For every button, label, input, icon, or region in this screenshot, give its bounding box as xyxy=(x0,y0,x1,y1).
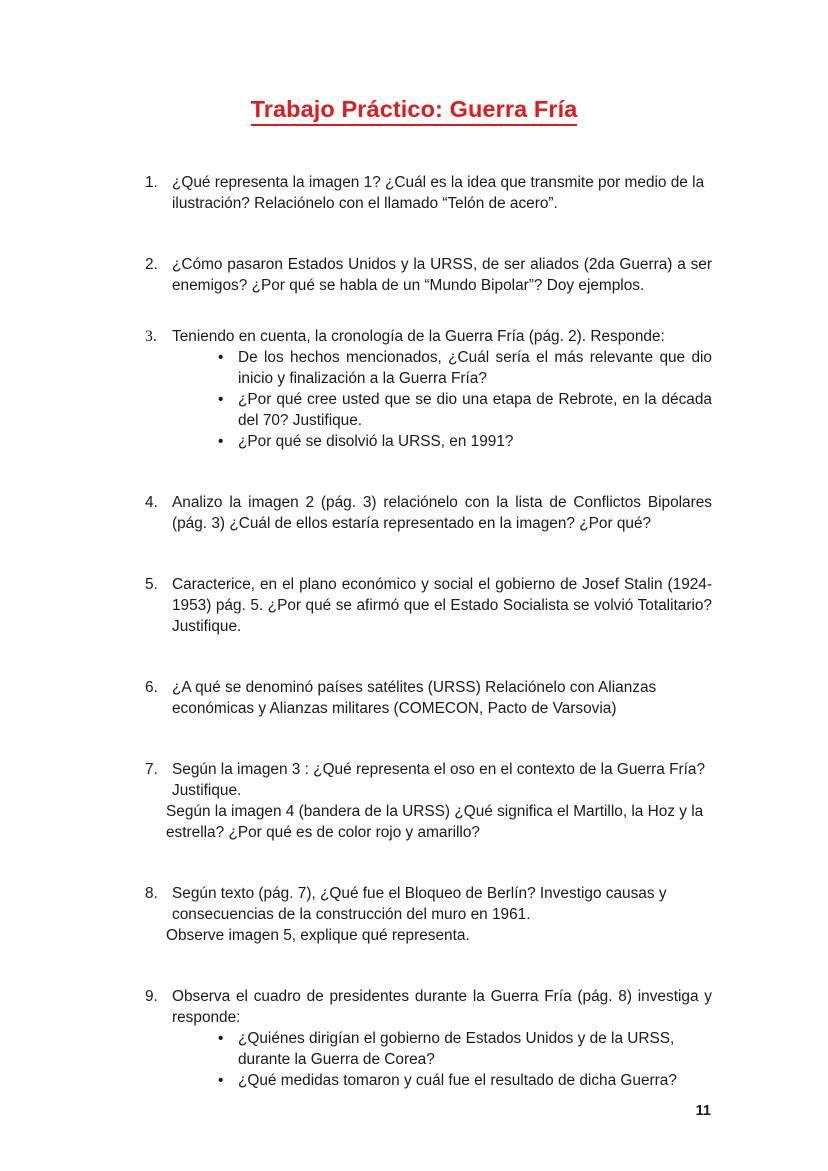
question-text-9: Observa el cuadro de presidentes durante la Guerra Fría (pág. 8) investiga y responde: xyxy=(172,988,712,1026)
bullet-icon: • xyxy=(218,433,224,450)
question-number-9: 9. xyxy=(145,988,158,1005)
bullet-icon: • xyxy=(218,349,224,366)
list-item xyxy=(218,389,712,431)
question-item-5 xyxy=(145,574,712,637)
bullet-text: ¿Por qué cree usted que se dio una etapa de Rebrote, en la década del 70? Justifique. xyxy=(238,391,712,429)
question-number-2: 2. xyxy=(145,256,158,273)
question-body-7 xyxy=(166,759,712,843)
question-item-9 xyxy=(145,986,712,1091)
question-text-5: Caracterice, en el plano económico y social el gobierno de Josef Stalin (1924- 1953) pág. 5. ¿Por qué se afirmó que el Estado Socialista se volvió Totalitario? Justifique. xyxy=(172,576,712,635)
bullet-text: De los hechos mencionados, ¿Cuál sería el más relevante que dio inicio y finalización a la Guerra Fría? xyxy=(238,349,712,387)
question-text-1: ¿Qué representa la imagen 1? ¿Cuál es la idea que transmite por medio de la ilustración? Relaciónelo con el llamado “Telón de acero”. xyxy=(172,174,705,212)
question-item-6 xyxy=(145,677,712,719)
page-title-text: Trabajo Práctico: Guerra Fría xyxy=(251,96,578,126)
list-item xyxy=(218,1028,712,1070)
question-text-3: Teniendo en cuenta, la cronología de la Guerra Fría (pág. 2). Responde: xyxy=(172,328,665,345)
question-number-4: 4. xyxy=(145,494,158,511)
page-number: 11 xyxy=(695,1103,711,1119)
question-item-1 xyxy=(145,172,712,214)
bullet-icon: • xyxy=(218,1030,224,1047)
question-body-8 xyxy=(166,883,712,946)
question-body-1 xyxy=(172,172,712,214)
question-text-4: Analizo la imagen 2 (pág. 3) relaciónelo con la lista de Conflictos Bipolares (pág. 3) ¿Cuál de ellos estaría representado en la imagen? ¿Por qué? xyxy=(172,494,712,532)
question-number-6: 6. xyxy=(145,679,158,696)
question-body-3 xyxy=(172,326,712,452)
bullet-text: ¿Quiénes dirigían el gobierno de Estados Unidos y de la URSS, durante la Guerra de Corea? xyxy=(238,1030,675,1068)
question-item-8 xyxy=(145,883,712,946)
bullet-text: ¿Por qué se disolvió la URSS, en 1991? xyxy=(238,433,514,450)
question-item-3 xyxy=(145,326,712,452)
question-item-4 xyxy=(145,492,712,534)
bullet-icon: • xyxy=(218,391,224,408)
question-number-5: 5. xyxy=(145,576,158,593)
question-bullets-9 xyxy=(218,1028,712,1091)
question-text-8b: Observe imagen 5, explique qué representa. xyxy=(166,927,470,944)
question-item-2 xyxy=(145,254,712,296)
bullet-icon: • xyxy=(218,1072,224,1089)
question-number-8: 8. xyxy=(145,885,158,902)
question-body-2 xyxy=(172,254,712,296)
list-item xyxy=(218,1070,712,1091)
question-number-7: 7. xyxy=(145,761,158,778)
question-item-7 xyxy=(145,759,712,843)
question-number-1: 1. xyxy=(145,174,158,191)
question-body-9 xyxy=(172,986,712,1091)
question-text-8a: Según texto (pág. 7), ¿Qué fue el Bloqueo de Berlín? Investigo causas y consecuencias de la construcción del muro en 1961. xyxy=(172,885,667,923)
question-text-2: ¿Cómo pasaron Estados Unidos y la URSS, de ser aliados (2da Guerra) a ser enemigos? ¿Por qué se habla de un “Mundo Bipolar”? Doy ejemplos. xyxy=(172,256,712,294)
question-body-5 xyxy=(172,574,712,637)
list-item xyxy=(218,347,712,389)
question-text-7b: Según la imagen 4 (bandera de la URSS) ¿Qué significa el Martillo, la Hoz y la estrella? ¿Por qué es de color rojo y amarillo? xyxy=(166,803,704,841)
question-list xyxy=(145,172,712,1111)
list-item xyxy=(218,431,712,452)
question-number-3: 3. xyxy=(145,328,157,345)
question-text-7a: Según la imagen 3 : ¿Qué representa el oso en el contexto de la Guerra Fría? Justifique. xyxy=(172,761,705,799)
question-body-6 xyxy=(172,677,712,719)
bullet-text: ¿Qué medidas tomaron y cuál fue el resultado de dicha Guerra? xyxy=(238,1072,677,1089)
question-body-4 xyxy=(172,492,712,534)
page-title xyxy=(0,96,828,126)
question-bullets-3 xyxy=(218,347,712,452)
question-text-6: ¿A qué se denominó países satélites (URSS) Relaciónelo con Alianzas económicas y Alianzas militares (COMECON, Pacto de Varsovia) xyxy=(172,679,657,717)
